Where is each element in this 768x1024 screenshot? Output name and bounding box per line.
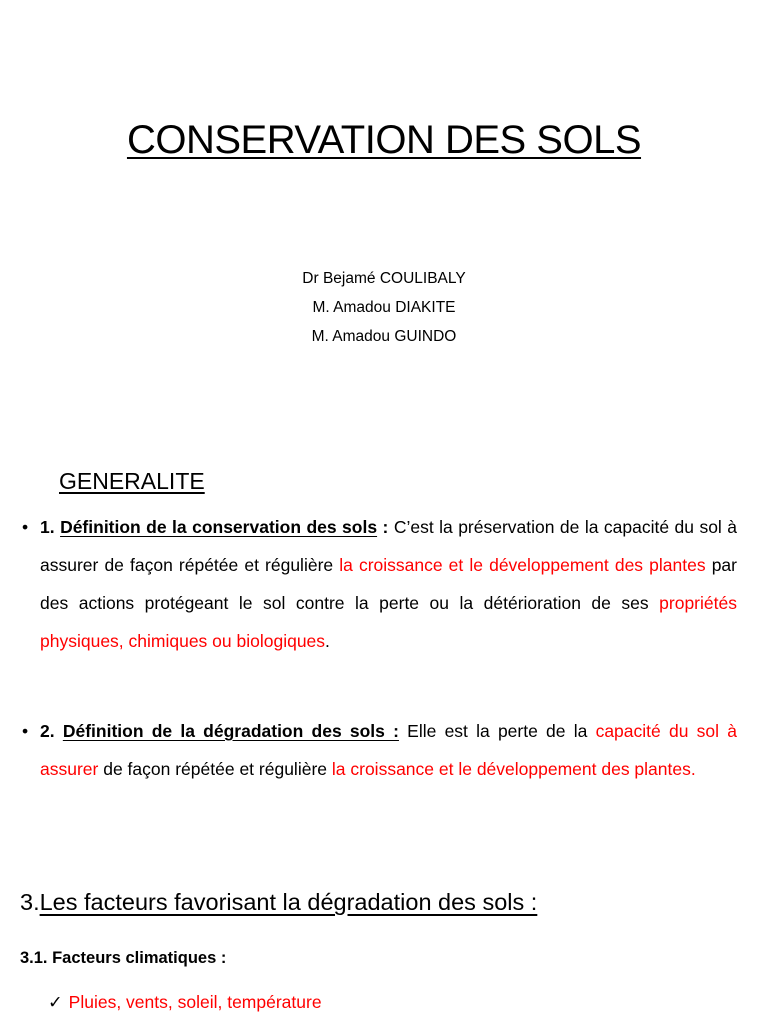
definition1-text-a: C’est la préservation de la capacité du sol à assurer de façon répétée et régulière xyxy=(40,517,737,575)
definition1-text-b: par des actions protégeant le sol contre la perte ou la détérioration de ses xyxy=(40,555,737,613)
bullet-icon: • xyxy=(22,517,29,537)
checklist-item-1 xyxy=(48,987,322,1017)
page-title: CONSERVATION DES SOLS xyxy=(126,118,642,162)
author-2: M. Amadou DIAKITE xyxy=(312,299,456,316)
definition2-number: 2. xyxy=(40,721,55,741)
definition-conservation xyxy=(22,508,737,660)
definition1-text-c: . xyxy=(325,631,330,651)
definition1-number: 1. xyxy=(40,517,55,537)
checklist-item-1-text: Pluies, vents, soleil, température xyxy=(68,992,322,1012)
section31-heading: 3.1. Facteurs climatiques : xyxy=(20,949,227,967)
definition2-text-b: de façon répétée et régulière xyxy=(103,759,328,779)
definition1-term: Définition de la conservation des sols xyxy=(60,517,378,537)
check-icon: ✓ xyxy=(48,992,63,1012)
author-1: Dr Bejamé COULIBALY xyxy=(302,270,466,287)
definition1-highlight-a: la croissance et le développement des plantes xyxy=(339,555,706,575)
definition2-term: Définition de la dégradation des sols : xyxy=(62,721,399,741)
section3-heading xyxy=(20,884,537,920)
definition1-highlight-b: propriétés physiques, chimiques ou biologiques xyxy=(40,593,737,651)
definition2-text-a: Elle est la perte de la xyxy=(407,721,588,741)
author-list xyxy=(0,264,768,351)
section3-number: 3. xyxy=(20,889,40,915)
definition2-highlight-a: capacité du sol à assurer xyxy=(40,721,737,779)
bullet-icon: • xyxy=(22,721,29,741)
definition-degradation xyxy=(22,712,737,788)
author-3: M. Amadou GUINDO xyxy=(311,328,457,345)
section-heading-generalite: GENERALITE xyxy=(59,468,205,494)
definition1-colon: : xyxy=(382,517,389,537)
section3-title: Les facteurs favorisant la dégradation des sols : xyxy=(39,889,538,915)
definition2-highlight-b: la croissance et le développement des plantes. xyxy=(331,759,696,779)
